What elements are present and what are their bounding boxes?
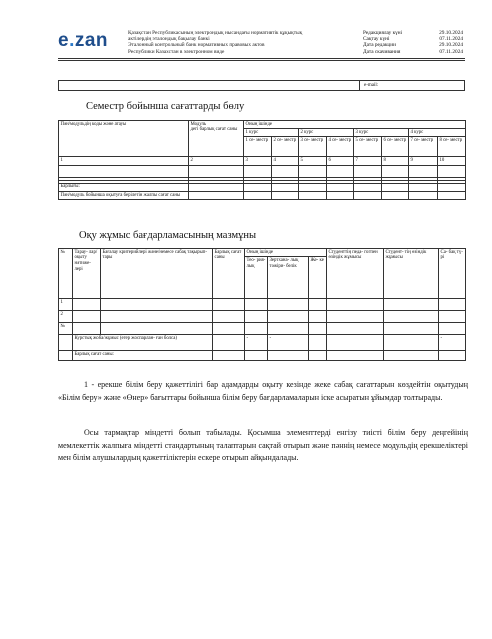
column-number: 7 bbox=[354, 157, 382, 165]
table-cell bbox=[73, 299, 101, 311]
row-number: 2 bbox=[59, 311, 73, 323]
note-paragraph-1: 1 - ерекше білім беру қажеттілігі бар адамдарды оқыту кезінде жеке сабақ сағаттарын көздейтін оқытудың «Білім беру» және «Өнер» бағыттары бойынша білім беру бағдарламаларын іске асыратын ұйымдар толтырады. bbox=[58, 380, 468, 402]
table-cell bbox=[213, 299, 245, 311]
elective-label: Пән/модуль бойынша оқытуға берілетін жалпы сағат саны bbox=[59, 191, 189, 199]
table-cell bbox=[327, 183, 354, 191]
semester-header: 8 се- местр bbox=[438, 137, 466, 157]
note-paragraph-2: Осы тармақтар міндетті болып табылады. Қосымша элементтерді енгізу тиісті білім беру деңгейінің мемлекеттік жалпыға міндетті стандартының талаптарын сақтай отырып және пәннің немесе модульдің ерекшеліктері мен білім алушылардың қажеттіліктерін ескере отырып айқындалады. bbox=[58, 428, 468, 463]
module-label: Модуль bbox=[190, 121, 207, 127]
table-row-total bbox=[59, 183, 466, 191]
table-cell bbox=[59, 335, 73, 351]
table-row-coursework bbox=[59, 335, 466, 351]
table-cell bbox=[299, 191, 327, 199]
logo-e: e bbox=[58, 30, 70, 51]
dash-cell: - bbox=[268, 335, 309, 351]
date-value: 29.10.2024 bbox=[439, 42, 463, 49]
table-cell bbox=[299, 165, 327, 177]
row-number: 1 bbox=[59, 299, 73, 311]
table-cell bbox=[409, 183, 438, 191]
table-cell bbox=[59, 165, 189, 177]
date-label: Дата редакции bbox=[363, 42, 396, 49]
col-header-including: Оның ішінде bbox=[245, 249, 327, 257]
column-number: 4 bbox=[272, 157, 299, 165]
table-row-total bbox=[59, 351, 466, 361]
table-cell bbox=[213, 323, 245, 335]
table-cell bbox=[327, 299, 384, 311]
table-cell bbox=[213, 351, 245, 361]
section-title-program: Оқу жұмыс бағдарламасының мазмұны bbox=[79, 230, 257, 241]
date-row bbox=[363, 49, 463, 55]
table-cell bbox=[327, 351, 384, 361]
table-cell bbox=[101, 323, 213, 335]
column-number: 1 bbox=[59, 157, 189, 165]
semester-header: 4 се- местр bbox=[327, 137, 354, 157]
header-desc-line: Эталонный контрольный банк нормативных правовых актов bbox=[128, 42, 265, 49]
table-cell bbox=[73, 311, 101, 323]
col-header-module bbox=[189, 121, 244, 157]
semester-header: 3 се- местр bbox=[299, 137, 327, 157]
table-cell bbox=[439, 323, 466, 335]
table-cell bbox=[439, 311, 466, 323]
date-label: Сақтау күні bbox=[363, 36, 390, 43]
date-label: Дата скачивания bbox=[363, 48, 401, 55]
course-header: 1 курс bbox=[244, 129, 299, 137]
date-value: 07.11.2024 bbox=[439, 36, 463, 43]
table-cell bbox=[244, 183, 272, 191]
col-header-teacher: Студенттің педа- гогпен өзіндік жұмысы bbox=[327, 249, 384, 299]
table-cell bbox=[268, 351, 309, 361]
header-description bbox=[128, 30, 353, 55]
table-cell bbox=[384, 335, 439, 351]
semester-header: 7 се- местр bbox=[409, 137, 438, 157]
table-cell bbox=[384, 323, 439, 335]
date-label: Редакциялау күні bbox=[363, 30, 403, 36]
table-cell bbox=[438, 165, 466, 177]
column-number: 2 bbox=[189, 157, 244, 165]
header-desc-line: актілердің эталондық бақылау банкі bbox=[128, 36, 210, 43]
col-header-name: Пән/модульдің коды және атауы bbox=[59, 121, 189, 157]
table-cell bbox=[327, 191, 354, 199]
table-cell bbox=[189, 165, 244, 177]
header-divider bbox=[58, 58, 465, 59]
table-cell bbox=[101, 299, 213, 311]
table-cell bbox=[384, 351, 439, 361]
table-row bbox=[59, 121, 466, 129]
header-dates bbox=[363, 30, 463, 55]
column-number: 10 bbox=[438, 157, 466, 165]
program-table bbox=[58, 248, 466, 361]
contact-row bbox=[58, 80, 465, 91]
table-cell bbox=[268, 299, 309, 311]
table-row bbox=[59, 249, 466, 257]
table-cell bbox=[382, 191, 409, 199]
table-cell bbox=[245, 311, 268, 323]
total-label: Барлығы: bbox=[59, 183, 189, 191]
semester-header: 6 се- местр bbox=[382, 137, 409, 157]
logo-zan: zan bbox=[74, 30, 109, 51]
table-cell bbox=[354, 165, 382, 177]
table-cell bbox=[382, 183, 409, 191]
table-cell bbox=[272, 183, 299, 191]
section-title-hours: Семестр бойынша сағаттарды бөлу bbox=[86, 101, 245, 112]
table-cell bbox=[299, 183, 327, 191]
table-cell bbox=[409, 191, 438, 199]
table-cell bbox=[309, 335, 327, 351]
table-cell bbox=[244, 191, 272, 199]
table-cell bbox=[272, 165, 299, 177]
semester-header: 2 се- местр bbox=[272, 137, 299, 157]
table-cell bbox=[438, 183, 466, 191]
row-number: № bbox=[59, 323, 73, 335]
course-header: 4 курс bbox=[409, 129, 466, 137]
table-cell bbox=[268, 311, 309, 323]
table-cell bbox=[439, 351, 466, 361]
column-number: 3 bbox=[244, 157, 272, 165]
table-cell bbox=[213, 311, 245, 323]
header-desc-line: Қазақстан Республикасының электрондық нысандағы нормативтік құқықтық bbox=[128, 30, 303, 36]
table-cell bbox=[354, 191, 382, 199]
col-header-type: Са- бақ тү- рі bbox=[439, 249, 466, 299]
table-cell bbox=[309, 299, 327, 311]
table-cell bbox=[309, 323, 327, 335]
table-cell bbox=[59, 351, 73, 361]
col-header-theory: Тео- рия- лық bbox=[245, 257, 268, 299]
contact-cell bbox=[59, 81, 360, 90]
col-header-program: Бағалау критерийлері және/немесе сабақ тақырып- тары bbox=[101, 249, 213, 299]
col-header-student: Студент- тің өзіндік жұмысы bbox=[384, 249, 439, 299]
program-total-label: Барлық сағат саны: bbox=[73, 351, 213, 361]
table-cell bbox=[213, 335, 245, 351]
table-cell bbox=[245, 323, 268, 335]
column-number: 8 bbox=[382, 157, 409, 165]
table-cell bbox=[327, 165, 354, 177]
col-header-individual: Же- ке bbox=[309, 257, 327, 299]
table-cell bbox=[272, 191, 299, 199]
column-number: 5 bbox=[299, 157, 327, 165]
header-divider bbox=[58, 60, 465, 61]
table-row bbox=[59, 323, 466, 335]
table-row-numbers bbox=[59, 157, 466, 165]
table-cell bbox=[101, 311, 213, 323]
date-value: 29.10.2024 bbox=[439, 30, 463, 36]
ezan-logo bbox=[58, 30, 108, 52]
col-header-lab: Зертхана- лық тәжіри- белік bbox=[268, 257, 309, 299]
logo-dot: . bbox=[69, 30, 75, 51]
table-cell bbox=[244, 165, 272, 177]
table-cell bbox=[384, 311, 439, 323]
table-row-elective bbox=[59, 191, 466, 199]
table-row-empty bbox=[59, 165, 466, 177]
col-header-study: Оның ішінде bbox=[244, 121, 466, 129]
column-number: 6 bbox=[327, 157, 354, 165]
col-header-total: Барлық сағат саны bbox=[213, 249, 245, 299]
table-cell bbox=[189, 191, 244, 199]
table-cell bbox=[327, 323, 384, 335]
table-cell bbox=[73, 323, 101, 335]
semester-header: 1 се- местр bbox=[244, 137, 272, 157]
table-cell bbox=[327, 335, 384, 351]
col-header-topics: Тарау- лар/ оқыту нәтиже- лері bbox=[73, 249, 101, 299]
email-label: e-mail: bbox=[364, 83, 379, 88]
table-row bbox=[59, 299, 466, 311]
table-cell bbox=[409, 165, 438, 177]
table-cell bbox=[384, 299, 439, 311]
table-cell bbox=[309, 311, 327, 323]
date-value: 07.11.2024 bbox=[439, 48, 463, 55]
table-cell bbox=[354, 183, 382, 191]
course-header: 3 курс bbox=[354, 129, 409, 137]
table-cell bbox=[438, 191, 466, 199]
course-header: 2 курс bbox=[299, 129, 354, 137]
module-sub-label: дегі барлық сағат саны bbox=[190, 127, 238, 133]
table-cell bbox=[268, 323, 309, 335]
dash-cell: - bbox=[439, 335, 466, 351]
table-cell bbox=[189, 183, 244, 191]
table-row bbox=[59, 311, 466, 323]
table-cell bbox=[245, 351, 268, 361]
hours-table bbox=[58, 120, 466, 200]
header-desc-line: Республики Казахстан в электронном виде bbox=[128, 48, 225, 55]
semester-header: 5 се- местр bbox=[354, 137, 382, 157]
table-cell bbox=[327, 311, 384, 323]
col-header-no: № bbox=[59, 249, 73, 299]
table-cell bbox=[382, 165, 409, 177]
table-cell bbox=[309, 351, 327, 361]
column-number: 9 bbox=[409, 157, 438, 165]
coursework-label: Курстық жоба/жұмыс (егер жоспарлан- ған болса) bbox=[73, 335, 213, 351]
table-cell bbox=[439, 299, 466, 311]
table-cell bbox=[245, 299, 268, 311]
dash-cell: - bbox=[245, 335, 268, 351]
